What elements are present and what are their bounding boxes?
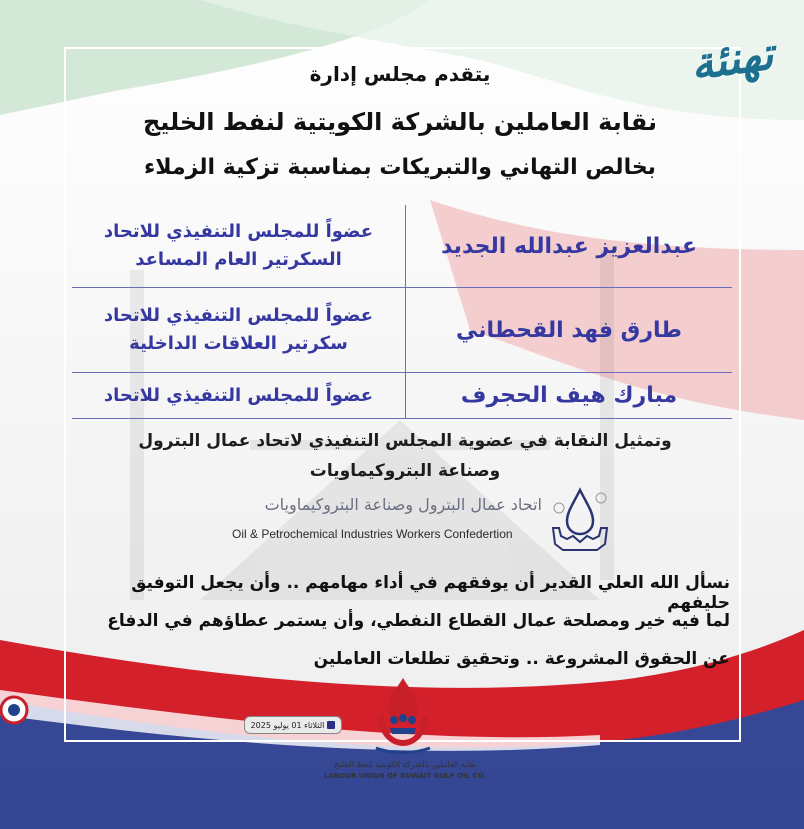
union-name-english: LABOUR UNION OF KUWAIT GULF OIL CO. — [323, 772, 487, 780]
representation-line-1: وتمثيل النقابة في عضوية المجلس التنفيذي لاتحاد عمال البترول — [138, 431, 672, 451]
member-row — [72, 205, 732, 288]
confederation-logo-icon — [547, 484, 613, 558]
announcement-line-3: بخالص التهاني والتبريكات بمناسبة تزكية الزملاء — [144, 155, 656, 180]
member-role: سكرتير العلاقات الداخلية — [129, 333, 348, 354]
member-roles — [72, 288, 406, 373]
member-role: عضواً للمجلس التنفيذي للاتحاد — [103, 221, 374, 242]
announcement-line-2: نقابة العاملين بالشركة الكويتية لنفط الخليج — [143, 108, 657, 136]
union-logo-icon — [368, 676, 438, 756]
member-name: مبارك هيف الحجرف — [406, 373, 733, 419]
side-emblem-icon — [0, 690, 34, 730]
member-role: عضواً للمجلس التنفيذي للاتحاد — [103, 384, 374, 406]
prayer-line-1: نسأل الله العلي القدير أن يوفقهم في أداء مهامهم .. وأن يجعل التوفيق حليفهم — [131, 573, 730, 613]
member-name: طارق فهد القحطاني — [406, 288, 733, 373]
member-row — [72, 288, 732, 373]
calendar-icon — [327, 721, 335, 729]
union-name-arabic: نقابة العاملين بالشركة الكويتية لنفط الخليج — [333, 760, 477, 769]
congratulations-title: تهنئة — [687, 28, 777, 91]
members-table — [72, 205, 732, 419]
member-role: عضواً للمجلس التنفيذي للاتحاد — [103, 305, 374, 326]
prayer-line-3: عن الحقوق المشروعة .. وتحقيق تطلعات العاملين — [313, 649, 730, 669]
prayer-line-2: لما فيه خير ومصلحة عمال القطاع النفطي، وأن يستمر عطاؤهم في الدفاع — [107, 611, 730, 631]
confederation-name-arabic: اتحاد عمال البترول وصناعة البتروكيماويات — [264, 495, 542, 514]
member-roles — [72, 373, 406, 419]
date-text: الثلاثاء 01 يوليو 2025 — [250, 720, 325, 730]
member-name: عبدالعزيز عبدالله الجديد — [406, 205, 733, 288]
representation-line-2: وصناعة البتروكيماويات — [309, 461, 501, 481]
date-badge — [244, 716, 342, 734]
confederation-name-english: Oil & Petrochemical Industries Workers Confedertion — [232, 527, 513, 541]
member-roles — [72, 205, 406, 288]
member-row — [72, 373, 732, 419]
announcement-line-1: يتقدم مجلس إدارة — [309, 62, 491, 86]
member-role: السكرتير العام المساعد — [135, 249, 342, 270]
